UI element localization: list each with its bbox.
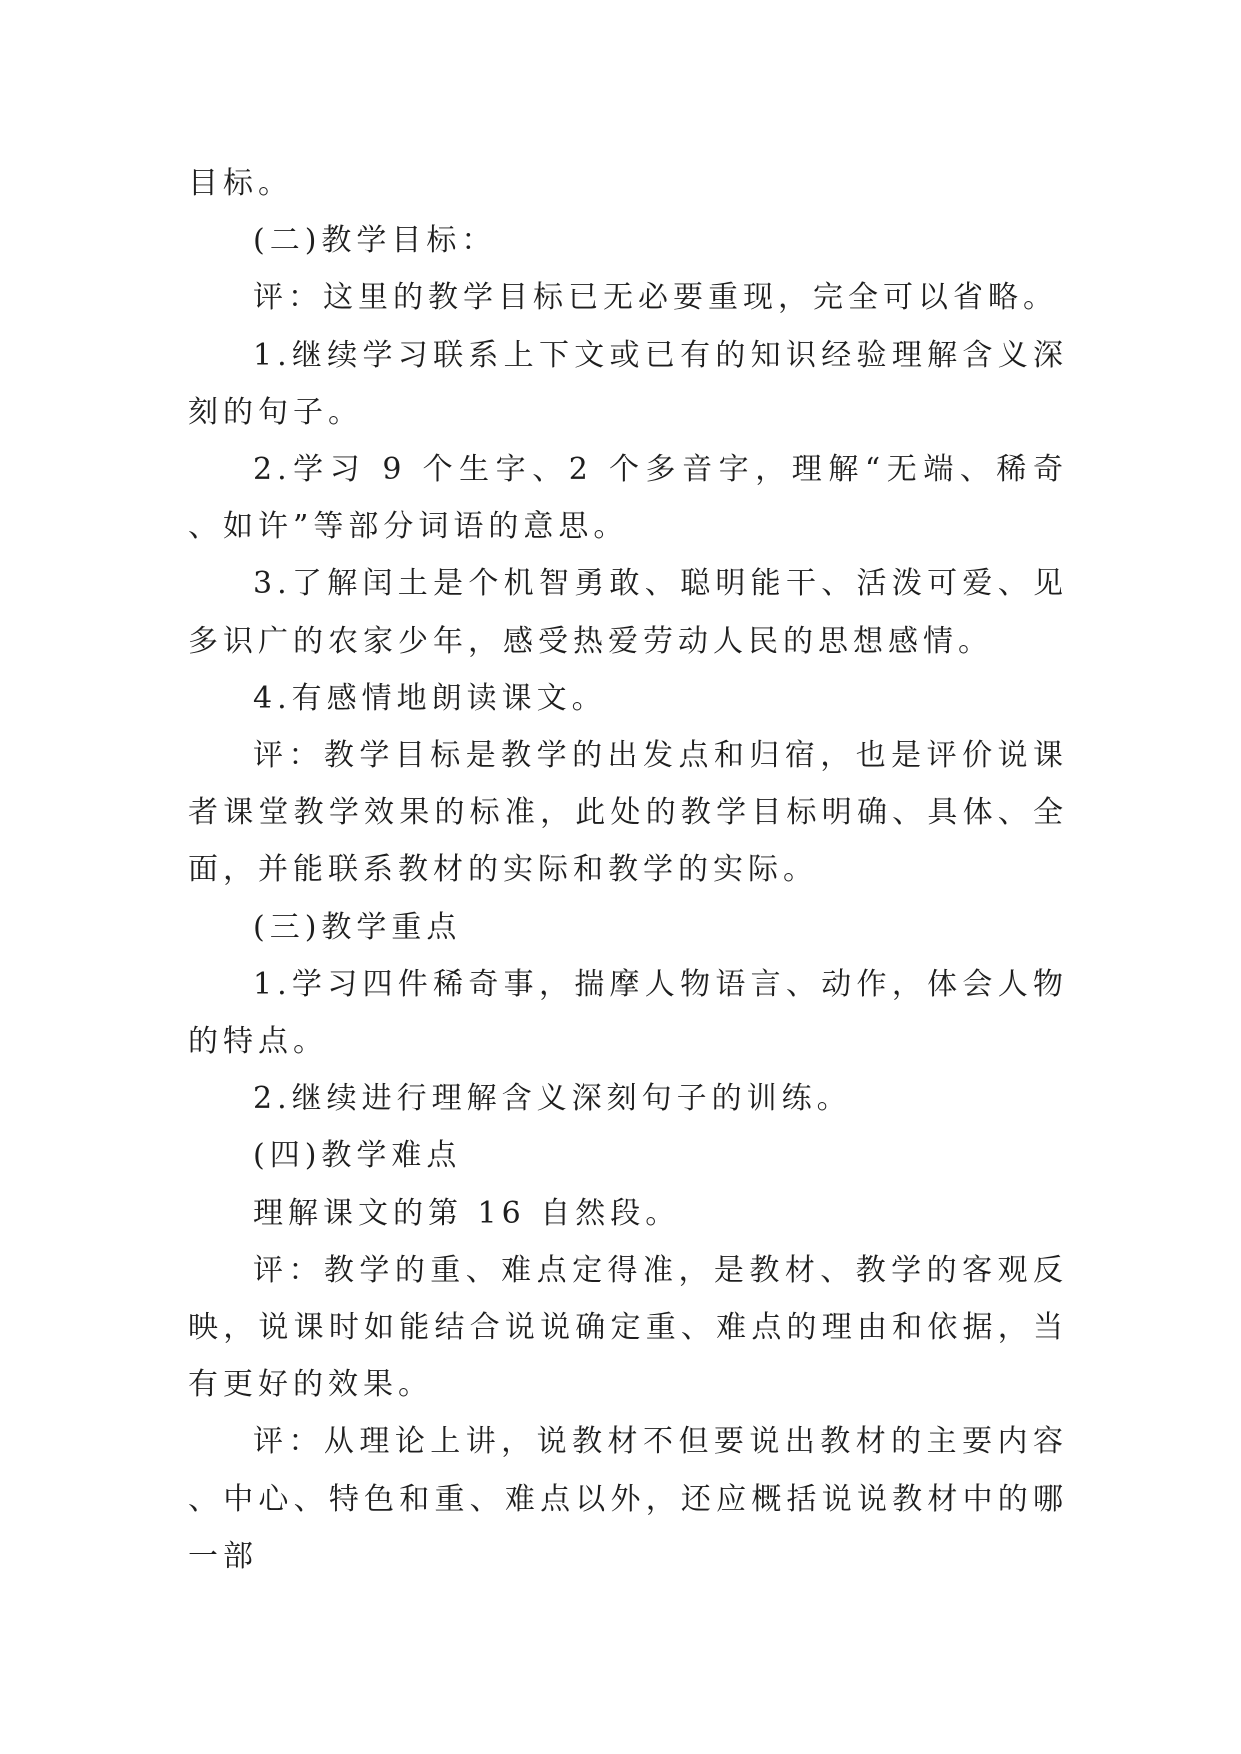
list-item-key-point-1: 1.学习四件稀奇事，揣摩人物语言、动作，体会人物的特点。 [188, 966, 1068, 1060]
section-heading-difficulties: (四)教学难点 [253, 1138, 462, 1174]
list-item-key-point-2: 2.继续进行理解含义深刻句子的训练。 [253, 1081, 852, 1117]
comment-paragraph: 评：教学目标是教学的出发点和归宿，也是评价说课者课堂教学效果的标准，此处的教学目标明确、具体、全面，并能联系教材的实际和教学的实际。 [188, 738, 1068, 888]
paragraph-continuation: 目标。 [188, 166, 293, 201]
list-item-goal-1: 1.继续学习联系上下文或已有的知识经验理解含义深刻的句子。 [188, 337, 1068, 430]
list-item-goal-4: 4.有感情地朗读课文。 [253, 680, 607, 716]
section-heading-teaching-goals: (二)教学目标： [253, 223, 497, 259]
comment-paragraph: 评：教学的重、难点定得准，是教材、教学的客观反映，说课时如能结合说说确定重、难点的理由和依据，当有更好的效果。 [188, 1252, 1068, 1403]
difficulty-paragraph: 理解课文的第 16 自然段。 [253, 1195, 681, 1231]
list-item-goal-3: 3.了解闰土是个机智勇敢、聪明能干、活泼可爱、见多识广的农家少年，感受热爱劳动人民的思想感情。 [188, 566, 1068, 659]
section-heading-key-points: (三)教学重点 [253, 909, 462, 945]
list-item-goal-2: 2.学习 9 个生字、2 个多音字，理解“无端、稀奇、如许”等部分词语的意思。 [188, 452, 1068, 545]
comment-paragraph: 评：从理论上讲，说教材不但要说出教材的主要内容、中心、特色和重、难点以外，还应概括说说教材中的哪一部 [188, 1424, 1068, 1574]
document-body [188, 155, 1068, 1585]
comment-paragraph: 评：这里的教学目标已无必要重现，完全可以省略。 [253, 280, 1058, 316]
